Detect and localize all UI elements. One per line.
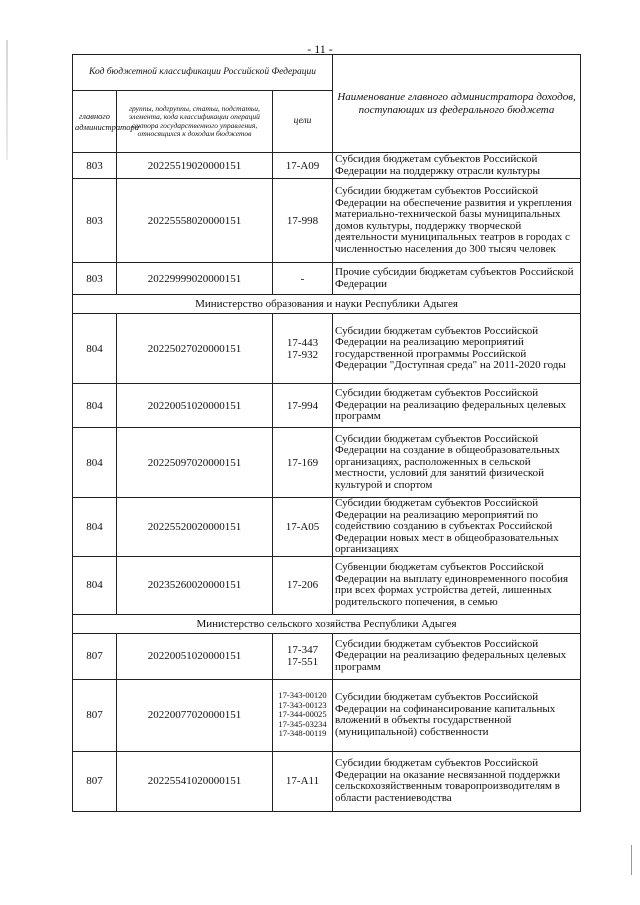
target-code-cell [273, 428, 333, 498]
table-row [73, 498, 581, 557]
admin-code-cell: 803 [73, 263, 117, 295]
target-code: 17-343-00120 [278, 690, 327, 701]
classification-code-cell: 20225520020000151 [117, 498, 273, 557]
section-row [73, 614, 581, 633]
target-code: 17-343-00123 [278, 699, 327, 710]
admin-code-cell: 803 [73, 179, 117, 263]
admin-code-cell: 804 [73, 314, 117, 384]
description-cell: Субсидия бюджетам субъектов Российской Федерации на поддержку отрасли культуры [333, 153, 581, 179]
kbk-header: Код бюджетной классификации Российской Федерации [73, 55, 333, 91]
classification-code-cell: 20225519020000151 [117, 153, 273, 179]
table-row [73, 428, 581, 498]
table-row [73, 384, 581, 428]
table-row [73, 679, 581, 751]
target-code: 17-345-03234 [278, 718, 327, 729]
classification-code-cell: 20220077020000151 [117, 679, 273, 751]
page-number: - 11 - [307, 42, 333, 56]
description-cell: Субсидии бюджетам субъектов Российской Федерации на реализацию мероприятий государственной программы Российской Федерации "Доступная среда" на 2011-2020 годы [333, 314, 581, 384]
target-code-cell [273, 556, 333, 614]
target-code: 17-А11 [285, 775, 320, 787]
target-code-cell [273, 263, 333, 295]
target-code-cell [273, 633, 333, 679]
target-code: 17-206 [286, 579, 319, 591]
scan-edge-mark [6, 40, 8, 160]
description-cell: Субсидии бюджетам субъектов Российской Федерации на софинансирование капитальных вложений в объекты государственной (муниципальной) собственности [333, 679, 581, 751]
admin-code-cell: 807 [73, 751, 117, 811]
administrator-name-header: Наименование главного администратора доходов, поступающих из федерального бюджета [333, 55, 581, 153]
description-cell: Субсидии бюджетам субъектов Российской Федерации на обеспечение развития и укрепления материально-технической базы муниципальных домов культуры, поддержку творческой деятельности муниципальных театров в городах с численностью населения до 300 тысяч человек [333, 179, 581, 263]
target-code-cell [273, 384, 333, 428]
table-body [73, 153, 581, 812]
target-code: 17-344-00025 [278, 709, 327, 720]
description-cell: Субвенции бюджетам субъектов Российской Федерации на выплату единовременного пособия при всех формах устройства детей, лишенных родительского попечения, в семью [333, 556, 581, 614]
target-code: 17-998 [286, 214, 319, 227]
admin-code-cell: 807 [73, 679, 117, 751]
admin-code-header: главного администратора [73, 91, 117, 153]
table-row [73, 179, 581, 263]
admin-code-cell: 803 [73, 153, 117, 179]
target-code: 17-994 [286, 399, 319, 412]
admin-code-cell: 804 [73, 428, 117, 498]
target-code-cell [273, 179, 333, 263]
target-code: 17-169 [286, 456, 319, 469]
classification-code-cell: 20225558020000151 [117, 179, 273, 263]
classification-code-cell: 20220051020000151 [117, 384, 273, 428]
table-row [73, 751, 581, 811]
table-row [73, 263, 581, 295]
description-cell: Прочие субсидии бюджетам субъектов Российской Федерации [333, 263, 581, 295]
admin-code-cell: 804 [73, 384, 117, 428]
target-code: 17-А05 [285, 520, 320, 533]
description-cell: Субсидии бюджетам субъектов Российской Федерации на реализацию федеральных целевых программ [333, 384, 581, 428]
admin-code-cell: 807 [73, 633, 117, 679]
target-code: 17-932 [286, 348, 319, 361]
target-code-cell [273, 153, 333, 179]
description-cell: Субсидии бюджетам субъектов Российской Федерации на реализацию федеральных целевых программ [333, 633, 581, 679]
scan-edge-mark [631, 845, 632, 875]
target-code: - [300, 272, 305, 285]
budget-classification-table [72, 54, 581, 812]
target-code: 17-443 [286, 336, 319, 349]
table-row [73, 314, 581, 384]
description-cell: Субсидии бюджетам субъектов Российской Федерации на оказание несвязанной поддержки сельскохозяйственным товаропроизводителям в области растениеводства [333, 751, 581, 811]
table-row [73, 153, 581, 179]
classification-code-cell: 20220051020000151 [117, 633, 273, 679]
target-code-cell [273, 751, 333, 811]
target-code: 17-348-00119 [278, 728, 327, 739]
target-code-cell [273, 498, 333, 557]
admin-code-cell: 804 [73, 556, 117, 614]
table-row [73, 633, 581, 679]
target-code-cell [273, 314, 333, 384]
section-row [73, 295, 581, 314]
classification-code-cell: 20235260020000151 [117, 556, 273, 614]
group-code-header: группы, подгруппы, статьи, подстатьи, элемента, кода классификации операций сектора государственного управления, относящихся к доходам бюджетов [117, 91, 273, 153]
table-row [73, 556, 581, 614]
target-code-cell [273, 679, 333, 751]
classification-code-cell: 20229999020000151 [117, 263, 273, 295]
admin-code-cell: 804 [73, 498, 117, 557]
description-cell: Субсидии бюджетам субъектов Российской Федерации на реализацию мероприятий по содействию созданию в субъектах Российской Федерации новых мест в общеобразовательных организациях [333, 498, 581, 557]
section-heading: Министерство образования и науки Республики Адыгея [73, 295, 581, 314]
classification-code-cell: 20225027020000151 [117, 314, 273, 384]
description-cell: Субсидии бюджетам субъектов Российской Федерации на создание в общеобразовательных организациях, расположенных в сельской местности, условий для занятий физической культурой и спортом [333, 428, 581, 498]
target-code-header: цели [273, 91, 333, 153]
target-code: 17-551 [286, 656, 319, 668]
classification-code-cell: 20225097020000151 [117, 428, 273, 498]
section-heading: Министерство сельского хозяйства Республики Адыгея [73, 614, 581, 633]
target-code: 17-347 [286, 644, 319, 656]
target-code: 17-А09 [285, 159, 320, 172]
classification-code-cell: 20225541020000151 [117, 751, 273, 811]
